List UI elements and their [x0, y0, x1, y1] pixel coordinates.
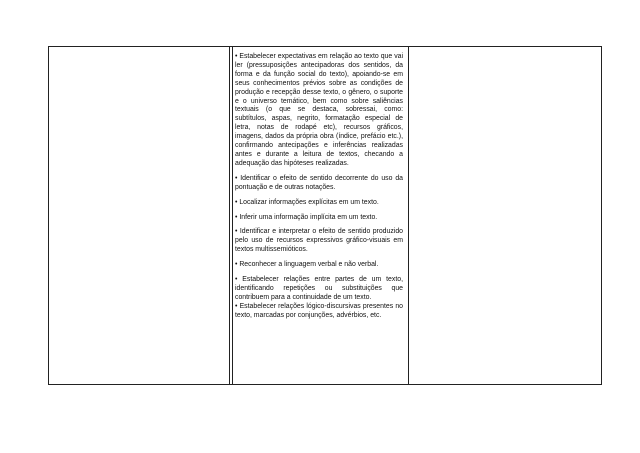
skill-item: • Identificar e interpretar o efeito de sentido produzido pelo uso de recursos expressivos gráfico-visuais em textos multissemióticos.: [235, 228, 403, 254]
column-divider: [232, 47, 233, 384]
column-divider: [408, 47, 409, 384]
column-divider: [229, 47, 230, 384]
skill-item: • Estabelecer relações lógico-discursivas presentes no texto, marcadas por conjunções, advérbios, etc.: [235, 302, 403, 319]
skill-item: • Estabelecer relações entre partes de um texto, identificando repetições ou substituições que contribuem para a continuidade de um texto.: [235, 276, 403, 301]
skills-cell: [235, 53, 403, 321]
skill-item: • Inferir uma informação implícita em um texto.: [235, 213, 378, 221]
skills-table: [48, 46, 602, 385]
skill-item: • Identificar o efeito de sentido decorrente do uso da pontuação e de outras notações.: [235, 174, 403, 191]
skill-item: • Estabelecer expectativas em relação ao texto que vai ler (pressuposições antecipadoras dos sentidos, da forma e da função social do texto), apoiando-se em seus conhecimentos prévios sobre as condições de produção e recepção desse texto, o gênero, o suporte e o universo temático, bem como sobre saliências textuais (o que se destaca, sobressai, como: subtítulos, aspas, negrito, formatação especial de letra, notas de rodapé etc), recursos gráficos, imagens, dados da própria obra (índice, prefácio etc.), confirmando antecipações e inferências realizadas antes e durante a leitura de textos, checando a adequação das hipóteses realizadas.: [235, 53, 403, 167]
skill-item: • Localizar informações explícitas em um texto.: [235, 198, 379, 206]
skill-item: • Reconhecer a linguagem verbal e não verbal.: [235, 261, 379, 269]
